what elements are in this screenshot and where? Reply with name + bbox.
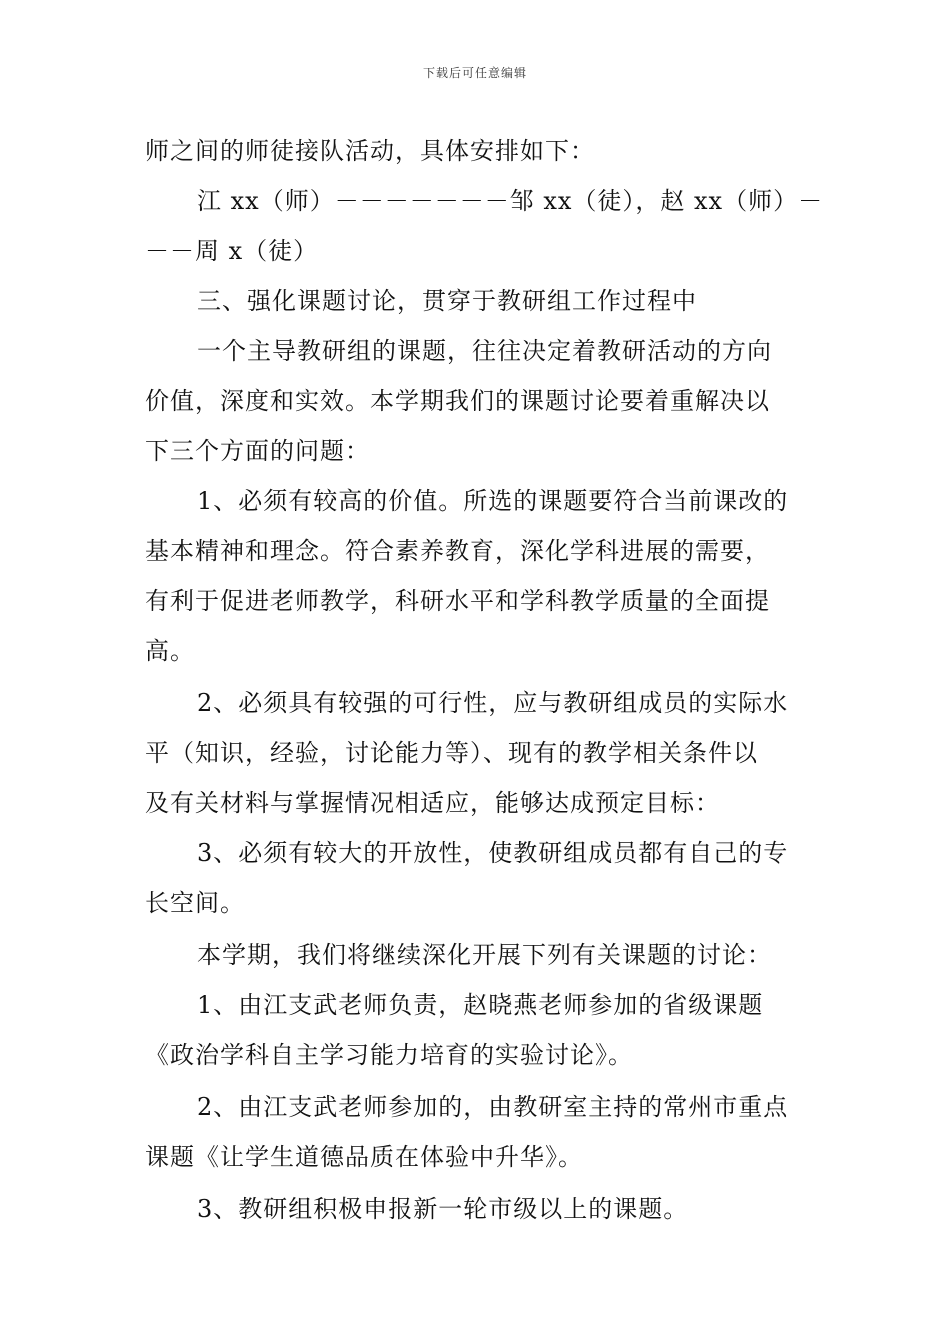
- paragraph-line: 课题《让学生道德品质在体验中升华》。: [145, 1143, 583, 1171]
- paragraph-line: 价值，深度和实效。本学期我们的课题讨论要着重解决以: [145, 387, 770, 415]
- paragraph-line: 3、教研组积极申报新一轮市级以上的课题。: [197, 1195, 689, 1223]
- paragraph-line: 1、由江支武老师负责，赵晓燕老师参加的省级课题: [197, 991, 764, 1019]
- paragraph-line: 师之间的师徒接队活动，具体安排如下：: [145, 137, 595, 165]
- paragraph-line: 平（知识，经验，讨论能力等）、现有的教学相关条件以: [145, 739, 758, 767]
- paragraph-line: 下三个方面的问题：: [145, 437, 370, 465]
- paragraph-line: －－周 x（徒）: [145, 237, 319, 265]
- paragraph-line: 1、必须有较高的价值。所选的课题要符合当前课改的: [197, 487, 789, 515]
- paragraph-line: 高。: [145, 637, 195, 665]
- paragraph-line: 2、必须具有较强的可行性，应与教研组成员的实际水: [197, 689, 789, 717]
- paragraph-line: 《政治学科自主学习能力培育的实验讨论》。: [145, 1041, 633, 1069]
- paragraph-line: 3、必须有较大的开放性，使教研组成员都有自己的专: [197, 839, 789, 867]
- paragraph-line: 基本精神和理念。符合素养教育，深化学科进展的需要，: [145, 537, 770, 565]
- paragraph-line: 有利于促进老师教学，科研水平和学科教学质量的全面提: [145, 587, 770, 615]
- paragraph-line: 本学期，我们将继续深化开展下列有关课题的讨论：: [197, 941, 772, 969]
- document-body: [145, 126, 824, 1234]
- paragraph-line: 长空间。: [145, 889, 245, 917]
- section-heading: 三、强化课题讨论，贯穿于教研组工作过程中: [197, 287, 697, 315]
- paragraph-line: 江 xx（师）－－－－－－－邹 xx（徒），赵 xx（师）－: [197, 187, 824, 215]
- paragraph-line: 2、由江支武老师参加的，由教研室主持的常州市重点: [197, 1093, 789, 1121]
- paragraph-line: 及有关材料与掌握情况相适应，能够达成预定目标：: [145, 789, 720, 817]
- paragraph-line: 一个主导教研组的课题，往往决定着教研活动的方向: [197, 337, 772, 365]
- page-header: 下载后可任意编辑: [422, 66, 527, 80]
